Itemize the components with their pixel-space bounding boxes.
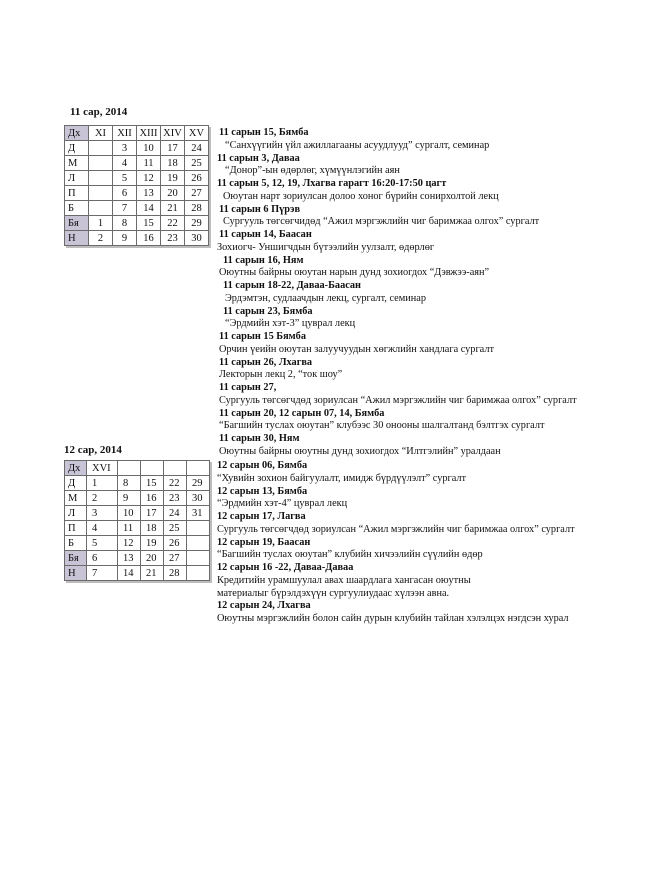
calendar-row <box>65 141 209 156</box>
day-cell: 1 <box>87 476 118 491</box>
event-date: 11 сарын 15, Бямба <box>219 127 309 138</box>
calendar-header-cell: Дх <box>65 461 87 476</box>
day-cell: 25 <box>164 521 187 536</box>
day-cell: 6 <box>87 551 118 566</box>
day-cell: 28 <box>185 201 209 216</box>
day-cell <box>89 171 113 186</box>
day-cell: 5 <box>87 536 118 551</box>
day-cell: 27 <box>185 186 209 201</box>
day-cell: 25 <box>185 156 209 171</box>
december-events-list <box>217 460 642 626</box>
calendar-header-cell: XV <box>185 126 209 141</box>
weekday-cell: М <box>65 491 87 506</box>
weekday-cell: Д <box>65 141 89 156</box>
day-cell: 4 <box>113 156 137 171</box>
day-cell: 23 <box>164 491 187 506</box>
event-date: 12 сарын 16 -22, Даваа-Даваа <box>217 562 354 573</box>
day-cell: 7 <box>113 201 137 216</box>
calendar-row <box>65 536 210 551</box>
event-description: Орчин үеийн оюутан залуучуудын хөгжлийн хандлага сургалт <box>219 343 494 355</box>
day-cell: 20 <box>161 186 185 201</box>
day-cell: 29 <box>187 476 210 491</box>
day-cell <box>187 566 210 581</box>
calendar-row <box>65 506 210 521</box>
calendar-header-cell: XIV <box>161 126 185 141</box>
calendar-header-row <box>65 126 209 141</box>
event-date: 11 сарын 6 Пүрэв <box>219 203 301 215</box>
event-date: 11 сарын 26, Лхагва <box>219 356 313 368</box>
day-cell: 17 <box>161 141 185 156</box>
event-description: “Хувийн зохион байгуулалт, имидж бүрдүүлэлт” сургалт <box>217 472 467 484</box>
day-cell <box>89 186 113 201</box>
calendar-row-weekend <box>65 566 210 581</box>
weekday-cell-saturday: Бя <box>65 551 87 566</box>
day-cell: 2 <box>87 491 118 506</box>
calendar-header-cell <box>141 461 164 476</box>
calendar-header-cell: XII <box>113 126 137 141</box>
day-cell: 20 <box>141 551 164 566</box>
day-cell: 29 <box>185 216 209 231</box>
day-cell: 14 <box>118 566 141 581</box>
event-date: 11 сарын 27, <box>219 382 277 393</box>
december-title: 12 сар, 2014 <box>64 444 122 456</box>
weekday-cell: Л <box>65 506 87 521</box>
event-description: Оюутны байрны оюутан нарын дунд зохиогдох “Дэвжээ-аян” <box>219 267 490 279</box>
weekday-cell-sunday: Н <box>65 566 87 581</box>
event-date: 12 сарын 19, Баасан <box>217 536 311 548</box>
calendar-header-row <box>65 461 210 476</box>
event-description: “Донор”-ын өдөрлөг, хүмүүнлэгийн аян <box>225 165 400 177</box>
calendar-header-cell: Дх <box>65 126 89 141</box>
day-cell: 27 <box>164 551 187 566</box>
weekday-cell: М <box>65 156 89 171</box>
day-cell: 26 <box>164 536 187 551</box>
calendar-row-weekend <box>65 551 210 566</box>
event-description: Оюутан нарт зориулсан долоо хоног бүрийн сонирхолтой лекц <box>223 190 499 202</box>
day-cell: 24 <box>185 141 209 156</box>
event-date: 11 сарын 5, 12, 19, Лхагва гарагт 16:20-17:50 цагт <box>217 178 447 189</box>
event-date: 12 сарын 06, Бямба <box>217 460 308 471</box>
day-cell: 10 <box>137 141 161 156</box>
event-description: Кредитийн урамшуулал авах шаардлага хангасан оюутны материалыг бүрэлдэхүүн сургуулиудаас хүлээн авна. <box>217 574 471 599</box>
calendar-row <box>65 171 209 186</box>
weekday-cell: П <box>65 521 87 536</box>
calendar-header-cell: XVI <box>87 461 118 476</box>
calendar-row <box>65 156 209 171</box>
day-cell: 12 <box>118 536 141 551</box>
event-description: Сургууль төгсөгчидөд “Ажил мэргэжлийн чиг баримжаа олгох” сургалт <box>223 216 540 228</box>
weekday-cell: Л <box>65 171 89 186</box>
day-cell: 30 <box>187 491 210 506</box>
november-events-list <box>217 127 642 459</box>
event-description: Лекторын лекц 2, “ток шоу” <box>219 369 343 381</box>
day-cell <box>187 536 210 551</box>
day-cell: 13 <box>137 186 161 201</box>
day-cell: 19 <box>141 536 164 551</box>
day-cell: 16 <box>137 231 161 246</box>
weekday-cell: Б <box>65 536 87 551</box>
day-cell: 30 <box>185 231 209 246</box>
day-cell: 19 <box>161 171 185 186</box>
calendar-header-cell <box>187 461 210 476</box>
day-cell: 23 <box>161 231 185 246</box>
november-title: 11 сар, 2014 <box>70 106 128 118</box>
day-cell: 22 <box>161 216 185 231</box>
day-cell <box>89 156 113 171</box>
november-calendar-body <box>65 126 209 246</box>
day-cell <box>89 201 113 216</box>
day-cell: 15 <box>137 216 161 231</box>
day-cell <box>89 141 113 156</box>
event-date: 11 сарын 16, Ням <box>223 254 304 266</box>
event-description: “Багшийн туслах оюутан” клубээс 30 онооны шалгалтанд бэлтгэх сургалт <box>219 420 545 432</box>
weekday-cell-saturday: Бя <box>65 216 89 231</box>
day-cell: 1 <box>89 216 113 231</box>
event-description: “Багшийн туслах оюутан” клубийн хичээлийн сүүлийн өдөр <box>217 549 483 561</box>
day-cell: 3 <box>113 141 137 156</box>
day-cell: 11 <box>118 521 141 536</box>
calendar-header-cell <box>164 461 187 476</box>
calendar-header-cell: XI <box>89 126 113 141</box>
day-cell: 13 <box>118 551 141 566</box>
day-cell: 22 <box>164 476 187 491</box>
event-description: Оюутны байрны оюутны дунд зохиогдох “Илтгэлийн” уралдаан <box>219 445 501 457</box>
day-cell: 15 <box>141 476 164 491</box>
calendar-row <box>65 186 209 201</box>
calendar-row <box>65 476 210 491</box>
event-description: “Санхүүгийн үйл ажиллагааны асуудлууд” сургалт, семинар <box>225 139 490 151</box>
day-cell: 21 <box>161 201 185 216</box>
weekday-cell: Д <box>65 476 87 491</box>
day-cell: 9 <box>113 231 137 246</box>
november-calendar <box>64 125 209 246</box>
event-date: 12 сарын 17, Лагва <box>217 511 306 522</box>
event-date: 11 сарын 20, 12 сарын 07, 14, Бямба <box>219 407 385 419</box>
event-date: 11 сарын 30, Ням <box>219 433 300 444</box>
day-cell: 18 <box>141 521 164 536</box>
december-calendar <box>64 460 210 581</box>
day-cell: 11 <box>137 156 161 171</box>
event-date: 12 сарын 13, Бямба <box>217 485 308 497</box>
event-description: Оюутны мэргэжлийн болон сайн дурын клубийн тайлан хэлэлцэх нэгдсэн хурал <box>217 613 569 624</box>
december-calendar-body <box>65 461 210 581</box>
day-cell: 28 <box>164 566 187 581</box>
event-date: 11 сарын 3, Даваа <box>217 152 300 164</box>
calendar-header-cell: XIII <box>137 126 161 141</box>
calendar-row <box>65 201 209 216</box>
day-cell: 17 <box>141 506 164 521</box>
event-description: Зохиогч- Уншигчдын бүтээлийн уулзалт, өдөрлөг <box>217 241 435 253</box>
day-cell: 14 <box>137 201 161 216</box>
weekday-cell: Б <box>65 201 89 216</box>
day-cell: 6 <box>113 186 137 201</box>
event-date: 11 сарын 14, Баасан <box>219 229 312 240</box>
event-description: “Эрдмийн хэт-4” цуврал лекц <box>217 498 348 510</box>
calendar-row-weekend <box>65 231 209 246</box>
day-cell <box>187 521 210 536</box>
event-description: Сургууль төгсөгчдөд зориулсан “Ажил мэргэжлийн чиг баримжаа олгох” сургалт <box>219 394 577 406</box>
day-cell: 5 <box>113 171 137 186</box>
day-cell: 24 <box>164 506 187 521</box>
day-cell: 2 <box>89 231 113 246</box>
day-cell: 18 <box>161 156 185 171</box>
day-cell: 7 <box>87 566 118 581</box>
calendar-row <box>65 521 210 536</box>
weekday-cell-sunday: Н <box>65 231 89 246</box>
event-date: 11 сарын 23, Бямба <box>223 305 313 317</box>
day-cell: 12 <box>137 171 161 186</box>
calendar-row-weekend <box>65 216 209 231</box>
day-cell: 16 <box>141 491 164 506</box>
event-date: 11 сарын 18-22, Даваа-Баасан <box>223 280 361 291</box>
day-cell <box>187 551 210 566</box>
event-date: 12 сарын 24, Лхагва <box>217 600 311 612</box>
event-description: “Эрдмийн хэт-3” цуврал лекц <box>225 318 356 330</box>
day-cell: 8 <box>113 216 137 231</box>
calendar-row <box>65 491 210 506</box>
day-cell: 21 <box>141 566 164 581</box>
calendar-header-cell <box>118 461 141 476</box>
day-cell: 3 <box>87 506 118 521</box>
weekday-cell: П <box>65 186 89 201</box>
day-cell: 26 <box>185 171 209 186</box>
day-cell: 31 <box>187 506 210 521</box>
day-cell: 10 <box>118 506 141 521</box>
day-cell: 4 <box>87 521 118 536</box>
event-date: 11 сарын 15 Бямба <box>219 331 306 342</box>
event-description: Эрдэмтэн, судлаачдын лекц, сургалт, семинар <box>225 292 426 304</box>
day-cell: 8 <box>118 476 141 491</box>
event-description: Сургууль төгсөгчдөд зориулсан “Ажил мэргэжлийн чиг баримжаа олгох” сургалт <box>217 523 575 535</box>
day-cell: 9 <box>118 491 141 506</box>
